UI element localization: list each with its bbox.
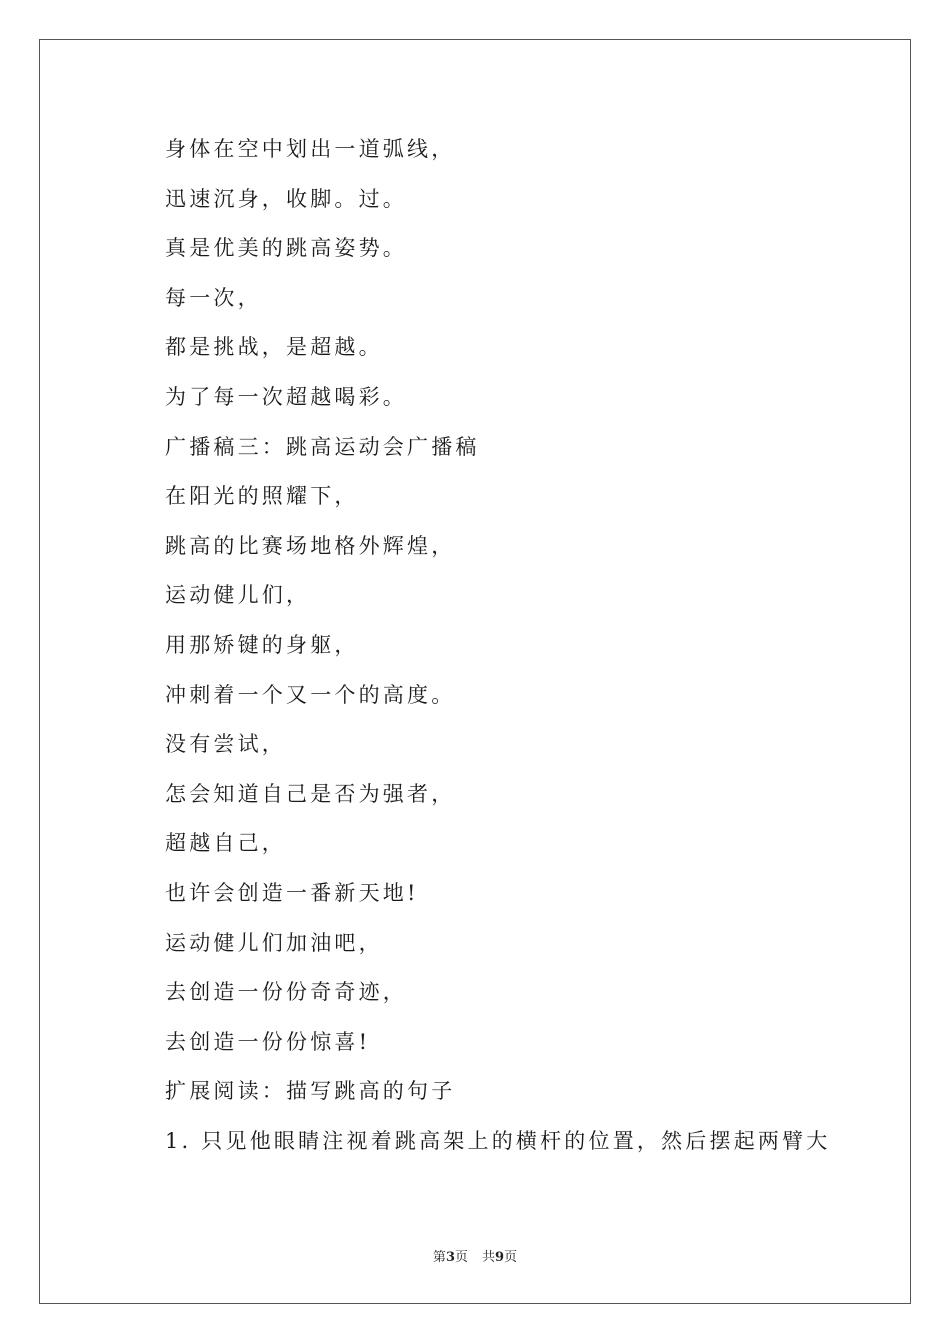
text-line: 冲刺着一个又一个的高度。 — [165, 682, 456, 707]
text-line: 身体在空中划出一道弧线， — [165, 137, 456, 161]
section-heading: 扩展阅读：描写跳高的句子 — [165, 1079, 456, 1104]
section-heading: 广播稿三：跳高运动会广播稿 — [165, 434, 480, 459]
text-line: 也许会创造一番新天地! — [165, 880, 419, 905]
text-line: 去创造一份份奇奇迹， — [165, 980, 407, 1005]
text-line: 跳高的比赛场地格外辉煌， — [165, 533, 456, 558]
text-line: 去创造一份份惊喜! — [165, 1029, 371, 1054]
text-line: 真是优美的跳高姿势。 — [165, 236, 407, 261]
current-page-number: 3 — [445, 1250, 455, 1265]
text-line: 每一次， — [165, 285, 262, 310]
text-line: 运动健儿们加油吧， — [165, 930, 383, 955]
text-line: 没有尝试， — [165, 732, 286, 757]
document-body — [165, 130, 865, 1171]
text-line: 怎会知道自己是否为强者， — [165, 781, 456, 806]
text-line: 都是挑战，是超越。 — [165, 335, 383, 360]
page-prefix: 第 — [432, 1250, 446, 1265]
page-suffix: 页 — [454, 1250, 468, 1265]
text-line: 1. 只见他眼睛注视着跳高架上的横杆的位置，然后摆起两臂大 — [165, 1128, 831, 1153]
total-suffix: 页 — [504, 1250, 518, 1265]
total-page-number: 9 — [495, 1250, 505, 1265]
text-line: 在阳光的照耀下， — [165, 484, 359, 509]
text-line: 超越自己， — [165, 831, 286, 856]
text-line: 迅速沉身，收脚。过。 — [165, 186, 407, 211]
text-line: 用那矫键的身躯， — [165, 632, 359, 657]
page-footer — [0, 1246, 950, 1265]
total-prefix: 共 — [482, 1250, 496, 1265]
text-line: 为了每一次超越喝彩。 — [165, 384, 407, 409]
text-line: 运动健儿们， — [165, 583, 311, 608]
